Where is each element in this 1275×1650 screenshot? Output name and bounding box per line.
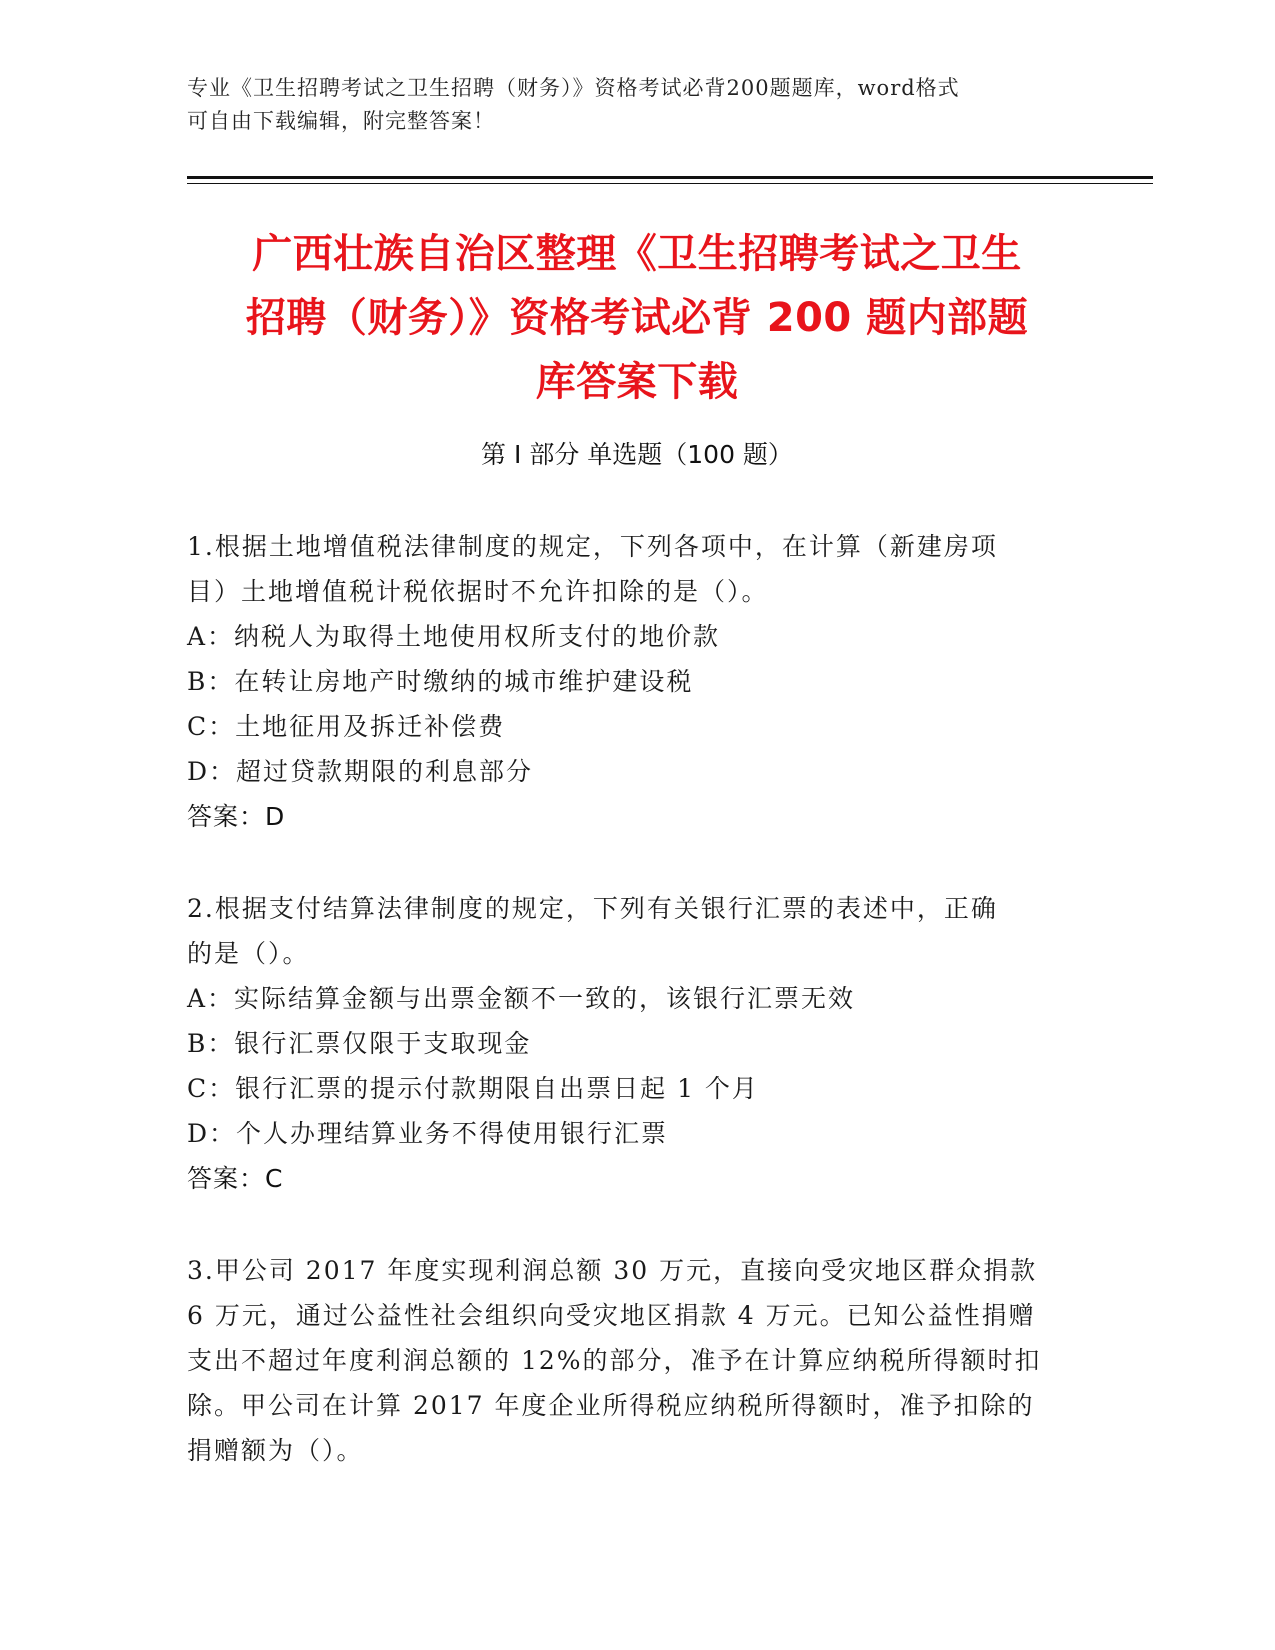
question-stem-line: 除。甲公司在计算 2017 年度企业所得税应纳税所得额时，准予扣除的 bbox=[187, 1391, 1035, 1420]
header-note bbox=[187, 72, 1067, 138]
question-stem-line: 捐赠额为（）。 bbox=[187, 1436, 364, 1465]
question-stem-line: 3.甲公司 2017 年度实现利润总额 30 万元，直接向受灾地区群众捐款 bbox=[187, 1256, 1038, 1285]
option-a: A：实际结算金额与出票金额不一致的，该银行汇票无效 bbox=[187, 984, 856, 1013]
option-a: A：纳税人为取得土地使用权所支付的地价款 bbox=[187, 622, 721, 651]
answer: 答案：C bbox=[187, 1164, 284, 1193]
question-stem-line: 支出不超过年度利润总额的 12%的部分，准予在计算应纳税所得额时扣 bbox=[187, 1346, 1042, 1375]
option-b: B：在转让房地产时缴纳的城市维护建设税 bbox=[187, 667, 694, 696]
document-title bbox=[187, 222, 1087, 414]
option-b: B：银行汇票仅限于支取现金 bbox=[187, 1029, 532, 1058]
question-stem-line: 6 万元，通过公益性社会组织向受灾地区捐款 4 万元。已知公益性捐赠 bbox=[187, 1301, 1036, 1330]
option-d: D：超过贷款期限的利息部分 bbox=[187, 757, 534, 786]
question-stem-line: 目）土地增值税计税依据时不允许扣除的是（）。 bbox=[187, 577, 769, 606]
header-note-line-1: 专业《卫生招聘考试之卫生招聘（财务）》资格考试必背200题题库，word格式 bbox=[187, 76, 960, 100]
document-title-line-3: 库答案下载 bbox=[535, 359, 739, 405]
section-heading: 第 I 部分 单选题（100 题） bbox=[481, 440, 793, 469]
question-stem-line: 的是（）。 bbox=[187, 939, 310, 968]
document-title-line-1: 广西壮族自治区整理《卫生招聘考试之卫生 bbox=[252, 231, 1022, 277]
question-stem-line: 1.根据土地增值税法律制度的规定，下列各项中，在计算（新建房项 bbox=[187, 532, 998, 561]
option-c: C：银行汇票的提示付款期限自出票日起 1 个月 bbox=[187, 1074, 759, 1103]
header-note-line-2: 可自由下载编辑，附完整答案！ bbox=[187, 109, 495, 133]
header-divider-thin bbox=[187, 183, 1153, 184]
question-2 bbox=[187, 886, 1087, 1201]
header-divider-thick bbox=[187, 176, 1153, 179]
option-d: D：个人办理结算业务不得使用银行汇票 bbox=[187, 1119, 669, 1148]
question-stem-line: 2.根据支付结算法律制度的规定，下列有关银行汇票的表述中，正确 bbox=[187, 894, 998, 923]
answer: 答案：D bbox=[187, 802, 286, 831]
option-c: C：土地征用及拆迁补偿费 bbox=[187, 712, 506, 741]
question-1 bbox=[187, 524, 1087, 839]
question-3 bbox=[187, 1248, 1087, 1473]
document-title-line-2: 招聘（财务）》资格考试必背 200 题内部题 bbox=[245, 295, 1029, 341]
